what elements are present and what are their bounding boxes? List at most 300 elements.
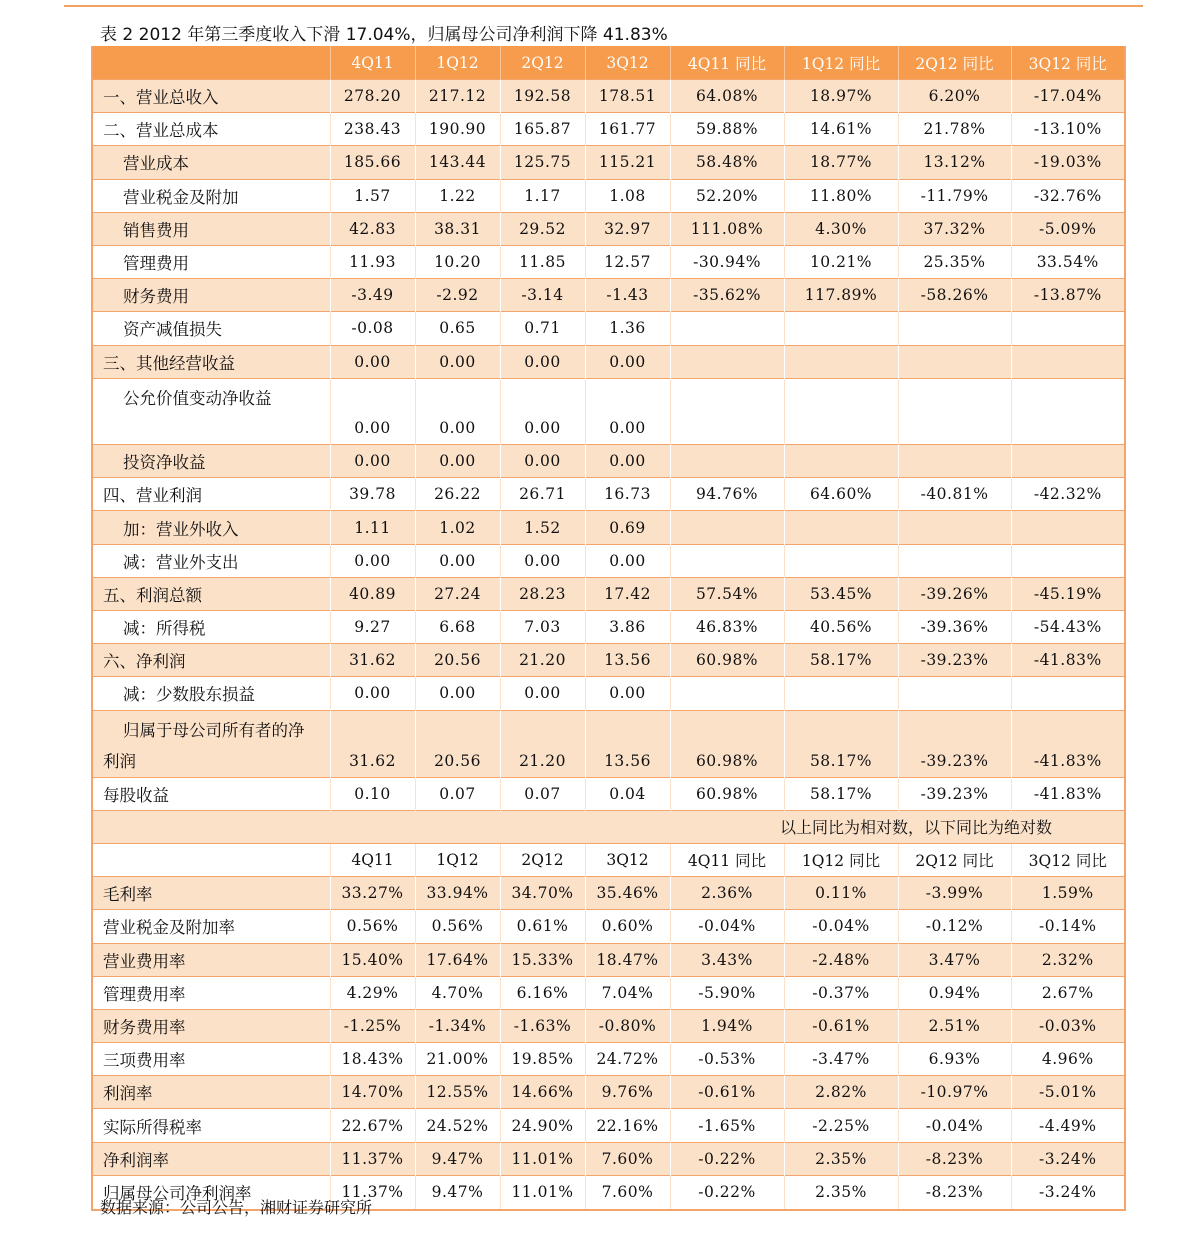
table-cell bbox=[1011, 378, 1124, 444]
table-cell: 0.00 bbox=[330, 378, 415, 444]
row-label: 管理费用率 bbox=[93, 976, 330, 1009]
column-header: 4Q11 bbox=[330, 46, 415, 80]
table-row bbox=[93, 179, 1124, 212]
table-cell bbox=[670, 511, 784, 544]
table-cell: 59.88% bbox=[670, 113, 784, 146]
table-cell: 165.87 bbox=[500, 113, 585, 146]
table-cell bbox=[898, 378, 1011, 444]
table-cell: 0.00 bbox=[415, 378, 500, 444]
row-label: 资产减值损失 bbox=[93, 312, 330, 345]
table-cell: 21.20 bbox=[500, 710, 585, 777]
table-cell: 0.00 bbox=[585, 378, 670, 444]
table-cell: 39.78 bbox=[330, 478, 415, 511]
column-subheader: 3Q12 bbox=[585, 843, 670, 876]
table-cell: -2.25% bbox=[784, 1109, 898, 1142]
table-cell: 3.47% bbox=[898, 943, 1011, 976]
table-cell bbox=[670, 677, 784, 710]
row-label: 投资净收益 bbox=[93, 445, 330, 478]
table-cell: 60.98% bbox=[670, 710, 784, 777]
table-cell: 37.32% bbox=[898, 212, 1011, 245]
table-note-row bbox=[93, 810, 1124, 843]
table-cell bbox=[784, 544, 898, 577]
table-cell: 2.35% bbox=[784, 1142, 898, 1175]
table-cell: 0.61% bbox=[500, 910, 585, 943]
table-cell: 10.21% bbox=[784, 245, 898, 278]
table-cell: 40.89 bbox=[330, 577, 415, 610]
table-cell: 29.52 bbox=[500, 212, 585, 245]
table-cell: 11.37% bbox=[330, 1142, 415, 1175]
row-label: 毛利率 bbox=[93, 877, 330, 910]
table-cell: 0.11% bbox=[784, 877, 898, 910]
table-cell: 10.20 bbox=[415, 245, 500, 278]
table-cell: 0.07 bbox=[500, 777, 585, 810]
table-cell: 0.00 bbox=[330, 345, 415, 378]
table-cell: -2.48% bbox=[784, 943, 898, 976]
table-cell: -39.23% bbox=[898, 644, 1011, 677]
table-cell: -39.23% bbox=[898, 710, 1011, 777]
row-label: 净利润率 bbox=[93, 1142, 330, 1175]
table-cell bbox=[1011, 677, 1124, 710]
table-cell: -5.09% bbox=[1011, 212, 1124, 245]
table-row bbox=[93, 710, 1124, 777]
table-cell: 64.60% bbox=[784, 478, 898, 511]
table-cell: 2.32% bbox=[1011, 943, 1124, 976]
column-header: 1Q12 bbox=[415, 46, 500, 80]
table-cell bbox=[898, 511, 1011, 544]
table-cell: 0.00 bbox=[585, 445, 670, 478]
table-cell: -1.65% bbox=[670, 1109, 784, 1142]
table-cell: 12.57 bbox=[585, 245, 670, 278]
row-label: 营业税金及附加率 bbox=[93, 910, 330, 943]
table-cell: -1.25% bbox=[330, 1009, 415, 1042]
table-cell: 60.98% bbox=[670, 644, 784, 677]
column-header: 2Q12 同比 bbox=[898, 46, 1011, 80]
table-cell: -11.79% bbox=[898, 179, 1011, 212]
table-cell: 20.56 bbox=[415, 710, 500, 777]
table-cell: -17.04% bbox=[1011, 80, 1124, 113]
table-cell: -30.94% bbox=[670, 245, 784, 278]
table-cell: 3.86 bbox=[585, 611, 670, 644]
table-cell: 12.55% bbox=[415, 1076, 500, 1109]
table-row bbox=[93, 544, 1124, 577]
table-cell: 185.66 bbox=[330, 146, 415, 179]
table-cell: 0.00 bbox=[415, 677, 500, 710]
table-cell bbox=[784, 312, 898, 345]
table-cell: 26.22 bbox=[415, 478, 500, 511]
table-row bbox=[93, 445, 1124, 478]
row-label: 财务费用 bbox=[93, 279, 330, 312]
row-label: 减：少数股东损益 bbox=[93, 677, 330, 710]
table-cell: 57.54% bbox=[670, 577, 784, 610]
table-cell: 58.17% bbox=[784, 710, 898, 777]
table-cell: 0.00 bbox=[585, 544, 670, 577]
table-cell: 1.52 bbox=[500, 511, 585, 544]
row-label bbox=[93, 710, 330, 777]
table-cell: 24.52% bbox=[415, 1109, 500, 1142]
column-subheader: 4Q11 同比 bbox=[670, 843, 784, 876]
table-cell bbox=[1011, 312, 1124, 345]
table-header-row bbox=[93, 46, 1124, 80]
table-body bbox=[93, 46, 1124, 1209]
table-cell: -0.04% bbox=[898, 1109, 1011, 1142]
table-cell: 0.65 bbox=[415, 312, 500, 345]
table-cell: 0.00 bbox=[330, 544, 415, 577]
row-label-line: 归属于母公司所有者的净 bbox=[123, 720, 305, 740]
top-rule bbox=[64, 5, 1143, 7]
table-cell: 2.51% bbox=[898, 1009, 1011, 1042]
table-cell: 278.20 bbox=[330, 80, 415, 113]
ratio-row bbox=[93, 943, 1124, 976]
table-cell: -2.92 bbox=[415, 279, 500, 312]
table-cell: 22.16% bbox=[585, 1109, 670, 1142]
table-cell: 24.90% bbox=[500, 1109, 585, 1142]
table-cell: 33.27% bbox=[330, 877, 415, 910]
table-cell: 0.94% bbox=[898, 976, 1011, 1009]
table-cell bbox=[670, 345, 784, 378]
table-cell: 17.64% bbox=[415, 943, 500, 976]
table-cell: 2.36% bbox=[670, 877, 784, 910]
table-cell: -5.90% bbox=[670, 976, 784, 1009]
row-label: 财务费用率 bbox=[93, 1009, 330, 1042]
column-subheader: 4Q11 bbox=[330, 843, 415, 876]
table-cell bbox=[898, 445, 1011, 478]
table-cell: 58.17% bbox=[784, 644, 898, 677]
table-cell: 21.20 bbox=[500, 644, 585, 677]
table-cell: -58.26% bbox=[898, 279, 1011, 312]
column-subheader: 2Q12 同比 bbox=[898, 843, 1011, 876]
table-subheader-row bbox=[93, 843, 1124, 876]
row-label: 五、利润总额 bbox=[93, 577, 330, 610]
table-cell: 0.56% bbox=[415, 910, 500, 943]
row-label: 四、营业利润 bbox=[93, 478, 330, 511]
table-cell: -5.01% bbox=[1011, 1076, 1124, 1109]
table-cell: 18.97% bbox=[784, 80, 898, 113]
row-label: 管理费用 bbox=[93, 245, 330, 278]
table-cell: 11.01% bbox=[500, 1142, 585, 1175]
table-cell: -41.83% bbox=[1011, 777, 1124, 810]
financial-table bbox=[93, 46, 1124, 1209]
table-caption: 表 2 2012 年第三季度收入下滑 17.04%，归属母公司净利润下降 41.83% bbox=[100, 25, 668, 45]
table-cell: 190.90 bbox=[415, 113, 500, 146]
table-cell bbox=[1011, 511, 1124, 544]
table-cell: 14.66% bbox=[500, 1076, 585, 1109]
table-cell: 21.00% bbox=[415, 1043, 500, 1076]
header-corner-cell bbox=[93, 46, 330, 80]
table-row bbox=[93, 777, 1124, 810]
table-cell: -3.47% bbox=[784, 1043, 898, 1076]
row-label: 减：营业外支出 bbox=[93, 544, 330, 577]
ratio-row bbox=[93, 910, 1124, 943]
table-cell bbox=[784, 378, 898, 444]
table-cell: -0.03% bbox=[1011, 1009, 1124, 1042]
table-cell bbox=[898, 312, 1011, 345]
table-cell: 0.71 bbox=[500, 312, 585, 345]
table-cell: 7.03 bbox=[500, 611, 585, 644]
table-cell bbox=[670, 312, 784, 345]
table-cell: 11.85 bbox=[500, 245, 585, 278]
table-cell: 11.37% bbox=[330, 1175, 415, 1208]
table-cell: -42.32% bbox=[1011, 478, 1124, 511]
row-label: 公允价值变动净收益 bbox=[93, 378, 330, 444]
row-label: 减：所得税 bbox=[93, 611, 330, 644]
row-label: 三、其他经营收益 bbox=[93, 345, 330, 378]
table-cell: 161.77 bbox=[585, 113, 670, 146]
row-label: 营业税金及附加 bbox=[93, 179, 330, 212]
table-cell: 34.70% bbox=[500, 877, 585, 910]
table-cell bbox=[898, 345, 1011, 378]
table-cell: 0.00 bbox=[500, 445, 585, 478]
row-label: 销售费用 bbox=[93, 212, 330, 245]
table-cell: 9.76% bbox=[585, 1076, 670, 1109]
table-cell bbox=[1011, 345, 1124, 378]
table-cell: -0.08 bbox=[330, 312, 415, 345]
table-cell bbox=[784, 445, 898, 478]
column-header: 1Q12 同比 bbox=[784, 46, 898, 80]
column-header: 3Q12 同比 bbox=[1011, 46, 1124, 80]
table-cell: 6.68 bbox=[415, 611, 500, 644]
ratio-row bbox=[93, 1109, 1124, 1142]
table-cell: 238.43 bbox=[330, 113, 415, 146]
table-cell: 0.60% bbox=[585, 910, 670, 943]
table-cell: -39.23% bbox=[898, 777, 1011, 810]
table-cell: -39.26% bbox=[898, 577, 1011, 610]
table-row bbox=[93, 212, 1124, 245]
table-cell: 38.31 bbox=[415, 212, 500, 245]
table-cell: 0.00 bbox=[585, 345, 670, 378]
table-cell: 0.56% bbox=[330, 910, 415, 943]
table-cell: 0.00 bbox=[500, 378, 585, 444]
table-cell: 1.11 bbox=[330, 511, 415, 544]
table-cell: 26.71 bbox=[500, 478, 585, 511]
table-cell: -0.37% bbox=[784, 976, 898, 1009]
table-cell: 13.56 bbox=[585, 710, 670, 777]
table-cell: 0.00 bbox=[330, 445, 415, 478]
ratio-row bbox=[93, 1009, 1124, 1042]
table-cell: 32.97 bbox=[585, 212, 670, 245]
table-cell: 18.47% bbox=[585, 943, 670, 976]
table-cell: 143.44 bbox=[415, 146, 500, 179]
ratio-row bbox=[93, 877, 1124, 910]
table-cell: 7.04% bbox=[585, 976, 670, 1009]
table-cell: -8.23% bbox=[898, 1142, 1011, 1175]
ratio-row bbox=[93, 976, 1124, 1009]
table-cell: 7.60% bbox=[585, 1142, 670, 1175]
table-cell: 18.43% bbox=[330, 1043, 415, 1076]
table-cell: -3.14 bbox=[500, 279, 585, 312]
table-cell: -0.22% bbox=[670, 1142, 784, 1175]
table-row bbox=[93, 677, 1124, 710]
table-cell: -1.34% bbox=[415, 1009, 500, 1042]
table-cell: 0.00 bbox=[330, 677, 415, 710]
table-cell: 24.72% bbox=[585, 1043, 670, 1076]
table-cell: -0.53% bbox=[670, 1043, 784, 1076]
column-header: 4Q11 同比 bbox=[670, 46, 784, 80]
ratio-row bbox=[93, 1142, 1124, 1175]
table-cell: -1.43 bbox=[585, 279, 670, 312]
table-cell: -13.87% bbox=[1011, 279, 1124, 312]
table-cell: 2.82% bbox=[784, 1076, 898, 1109]
table-cell: -41.83% bbox=[1011, 644, 1124, 677]
table-cell: -3.24% bbox=[1011, 1175, 1124, 1208]
table-cell: 40.56% bbox=[784, 611, 898, 644]
table-cell: -3.24% bbox=[1011, 1142, 1124, 1175]
table-cell: 31.62 bbox=[330, 710, 415, 777]
table-cell: 64.08% bbox=[670, 80, 784, 113]
column-subheader: 1Q12 bbox=[415, 843, 500, 876]
ratio-row bbox=[93, 1076, 1124, 1109]
table-cell bbox=[784, 345, 898, 378]
subheader-corner-cell bbox=[93, 843, 330, 876]
table-cell: 13.56 bbox=[585, 644, 670, 677]
table-cell: 14.70% bbox=[330, 1076, 415, 1109]
table-cell bbox=[670, 445, 784, 478]
table-cell: 22.67% bbox=[330, 1109, 415, 1142]
table-cell: 15.40% bbox=[330, 943, 415, 976]
table-cell: -41.83% bbox=[1011, 710, 1124, 777]
table-cell: 0.07 bbox=[415, 777, 500, 810]
table-cell: 0.69 bbox=[585, 511, 670, 544]
row-label: 一、营业总收入 bbox=[93, 80, 330, 113]
row-label: 三项费用率 bbox=[93, 1043, 330, 1076]
table-cell: -0.14% bbox=[1011, 910, 1124, 943]
table-cell: -54.43% bbox=[1011, 611, 1124, 644]
ratio-row bbox=[93, 1043, 1124, 1076]
table-cell: 16.73 bbox=[585, 478, 670, 511]
table-cell: -0.04% bbox=[784, 910, 898, 943]
table-cell: -39.36% bbox=[898, 611, 1011, 644]
table-cell: 0.00 bbox=[415, 345, 500, 378]
table-cell: 28.23 bbox=[500, 577, 585, 610]
table-cell: 19.85% bbox=[500, 1043, 585, 1076]
table-cell: 11.93 bbox=[330, 245, 415, 278]
table-cell: -10.97% bbox=[898, 1076, 1011, 1109]
table-cell: 1.22 bbox=[415, 179, 500, 212]
table-cell: 0.10 bbox=[330, 777, 415, 810]
table-cell bbox=[1011, 544, 1124, 577]
table-cell: 18.77% bbox=[784, 146, 898, 179]
table-cell: 46.83% bbox=[670, 611, 784, 644]
table-cell: 1.36 bbox=[585, 312, 670, 345]
table-cell: 9.47% bbox=[415, 1175, 500, 1208]
table-cell: 14.61% bbox=[784, 113, 898, 146]
table-cell bbox=[670, 378, 784, 444]
table-cell: 117.89% bbox=[784, 279, 898, 312]
table-row bbox=[93, 644, 1124, 677]
table-cell: 52.20% bbox=[670, 179, 784, 212]
table-cell: 13.12% bbox=[898, 146, 1011, 179]
table-cell: 42.83 bbox=[330, 212, 415, 245]
table-row bbox=[93, 146, 1124, 179]
table-cell: 6.16% bbox=[500, 976, 585, 1009]
table-cell: 21.78% bbox=[898, 113, 1011, 146]
table-cell bbox=[670, 544, 784, 577]
column-subheader: 3Q12 同比 bbox=[1011, 843, 1124, 876]
table-cell: 0.00 bbox=[500, 345, 585, 378]
table-cell: 1.02 bbox=[415, 511, 500, 544]
row-label: 营业费用率 bbox=[93, 943, 330, 976]
table-cell: 58.17% bbox=[784, 777, 898, 810]
table-cell: 35.46% bbox=[585, 877, 670, 910]
table-cell: 25.35% bbox=[898, 245, 1011, 278]
table-cell: -32.76% bbox=[1011, 179, 1124, 212]
table-cell: 11.01% bbox=[500, 1175, 585, 1208]
table-cell: -35.62% bbox=[670, 279, 784, 312]
row-label: 加：营业外收入 bbox=[93, 511, 330, 544]
row-label: 归属母公司净利润率 bbox=[93, 1175, 330, 1208]
row-label: 利润率 bbox=[93, 1076, 330, 1109]
table-cell: -4.49% bbox=[1011, 1109, 1124, 1142]
table-cell: 4.30% bbox=[784, 212, 898, 245]
table-cell: 15.33% bbox=[500, 943, 585, 976]
table-cell: -3.99% bbox=[898, 877, 1011, 910]
column-subheader: 1Q12 同比 bbox=[784, 843, 898, 876]
table-row bbox=[93, 245, 1124, 278]
table-cell: 0.00 bbox=[500, 677, 585, 710]
table-cell: 20.56 bbox=[415, 644, 500, 677]
table-cell: 0.00 bbox=[415, 445, 500, 478]
table-cell: 0.00 bbox=[585, 677, 670, 710]
table-cell: 192.58 bbox=[500, 80, 585, 113]
row-label-line: 利润 bbox=[103, 751, 136, 771]
table-cell: -40.81% bbox=[898, 478, 1011, 511]
table-cell: 4.96% bbox=[1011, 1043, 1124, 1076]
table-cell bbox=[784, 677, 898, 710]
table-cell bbox=[898, 677, 1011, 710]
table-cell: 1.08 bbox=[585, 179, 670, 212]
table-cell: 17.42 bbox=[585, 577, 670, 610]
table-cell: 115.21 bbox=[585, 146, 670, 179]
table-cell bbox=[1011, 445, 1124, 478]
table-cell: 6.20% bbox=[898, 80, 1011, 113]
table-cell: 6.93% bbox=[898, 1043, 1011, 1076]
table-cell: 1.57 bbox=[330, 179, 415, 212]
table-cell: 1.94% bbox=[670, 1009, 784, 1042]
row-label: 实际所得税率 bbox=[93, 1109, 330, 1142]
table-cell: -3.49 bbox=[330, 279, 415, 312]
table-row bbox=[93, 279, 1124, 312]
table-cell: -0.80% bbox=[585, 1009, 670, 1042]
table-cell: 3.43% bbox=[670, 943, 784, 976]
row-label: 六、净利润 bbox=[93, 644, 330, 677]
table-cell: 27.24 bbox=[415, 577, 500, 610]
table-cell: 11.80% bbox=[784, 179, 898, 212]
table-cell: -0.22% bbox=[670, 1175, 784, 1208]
row-label: 二、营业总成本 bbox=[93, 113, 330, 146]
table-cell: 125.75 bbox=[500, 146, 585, 179]
table-cell bbox=[784, 511, 898, 544]
table-cell: 58.48% bbox=[670, 146, 784, 179]
table-cell: -19.03% bbox=[1011, 146, 1124, 179]
table-cell: 9.27 bbox=[330, 611, 415, 644]
table-cell: 1.59% bbox=[1011, 877, 1124, 910]
row-label: 营业成本 bbox=[93, 146, 330, 179]
table-row bbox=[93, 312, 1124, 345]
table-cell: 178.51 bbox=[585, 80, 670, 113]
table-cell: 111.08% bbox=[670, 212, 784, 245]
column-header: 3Q12 bbox=[585, 46, 670, 80]
table-cell: 2.35% bbox=[784, 1175, 898, 1208]
table-cell: 1.17 bbox=[500, 179, 585, 212]
table-note: 以上同比为相对数，以下同比为绝对数 bbox=[93, 810, 1124, 843]
table-row bbox=[93, 611, 1124, 644]
table-cell: 0.04 bbox=[585, 777, 670, 810]
row-label: 每股收益 bbox=[93, 777, 330, 810]
table-cell: -45.19% bbox=[1011, 577, 1124, 610]
financial-table-frame bbox=[91, 46, 1126, 1211]
column-header: 2Q12 bbox=[500, 46, 585, 80]
table-row bbox=[93, 378, 1124, 444]
data-source-note: 数据来源：公司公告，湘财证券研究所 bbox=[100, 1198, 373, 1217]
